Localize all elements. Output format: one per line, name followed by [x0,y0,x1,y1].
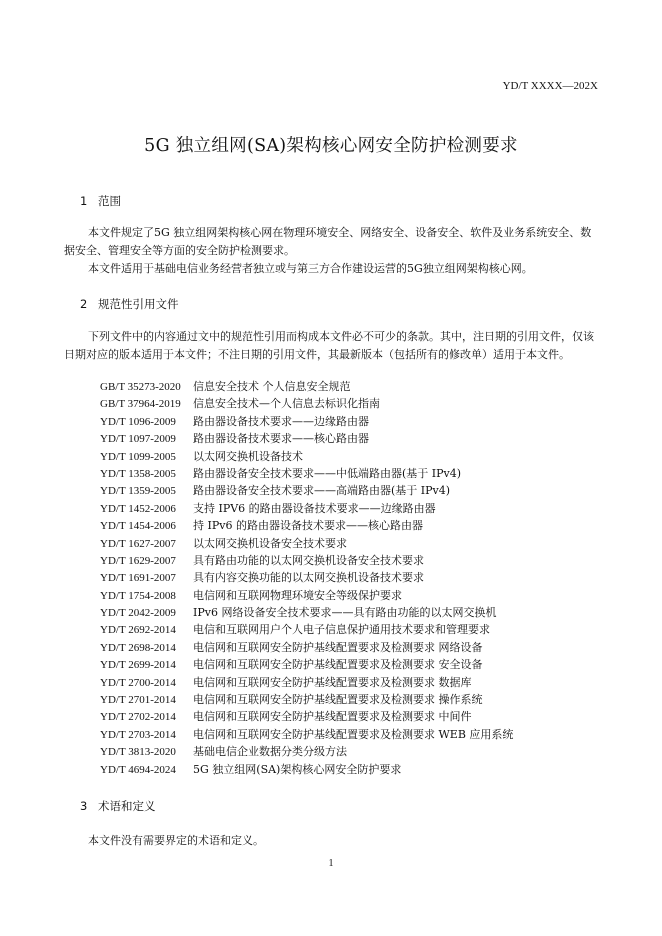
terms-paragraph: 本文件没有需要界定的术语和定义。 [88,834,264,847]
reference-code: YD/T 3813-2020 [100,746,176,759]
reference-code: YD/T 2699-2014 [100,659,176,672]
reference-code: YD/T 1358-2005 [100,467,176,480]
reference-code: YD/T 1629-2007 [100,554,176,567]
section-3-heading [80,798,156,814]
section-3-title: 术语和定义 [98,799,156,813]
reference-item [100,395,513,412]
reference-title: 具有内容交换功能的以太网交换机设备技术要求 [193,571,424,585]
reference-item [100,656,513,673]
reference-item [100,413,513,430]
section-2-title: 规范性引用文件 [98,297,179,311]
reference-code: YD/T 2700-2014 [100,676,176,689]
reference-code: YD/T 4694-2024 [100,763,176,776]
section-1-title: 范围 [98,194,121,208]
reference-title: 基础电信企业数据分类分级方法 [193,745,347,759]
reference-code: YD/T 1454-2006 [100,520,176,533]
reference-code: YD/T 2701-2014 [100,694,176,707]
reference-item [100,587,513,604]
reference-item [100,448,513,465]
reference-item [100,604,513,621]
reference-code: GB/T 35273-2020 [100,381,181,393]
section-2-heading [80,296,179,312]
reference-code: YD/T 1096-2009 [100,415,176,428]
reference-item [100,621,513,638]
normative-refs-intro [64,328,600,364]
reference-title: 电信和互联网用户个人电子信息保护通用技术要求和管理要求 [193,623,490,637]
reference-item [100,430,513,447]
reference-code: YD/T 1359-2005 [100,485,176,498]
section-2-number: 2 [80,297,88,311]
reference-item [100,639,513,656]
normative-refs-intro-text: 下列文件中的内容通过文中的规范性引用而构成本文件必不可少的条款。其中，注日期的引用文件，仅该日期对应的版本适用于本文件；不注日期的引用文件，其最新版本（包括所有的修改单）适用于本文件。 [64,330,594,361]
reference-title: 信息安全技术 个人信息安全规范 [193,380,351,393]
page-number: 1 [328,858,334,869]
reference-code: YD/T 1452-2006 [100,502,176,515]
reference-title: 电信网和互联网安全防护基线配置要求及检测要求 数据库 [193,675,472,689]
reference-title: 5G 独立组网(SA)架构核心网安全防护要求 [193,762,402,776]
scope-body [64,224,600,278]
reference-code: YD/T 2042-2009 [100,607,176,620]
terms-body [64,832,600,850]
reference-title: 电信网和互联网安全防护基线配置要求及检测要求 操作系统 [193,693,483,707]
section-1-heading [80,193,121,209]
reference-code: GB/T 37964-2019 [100,398,181,411]
reference-item [100,378,513,395]
reference-title: 电信网和互联网安全防护基线配置要求及检测要求 网络设备 [193,640,483,654]
reference-title: 路由器设备安全技术要求——高端路由器(基于 IPv4) [193,484,451,498]
reference-item [100,708,513,725]
scope-paragraph-1: 本文件规定了5G 独立组网架构核心网在物理环境安全、网络安全、设备安全、软件及业务系统安全、数据安全、管理安全等方面的安全防护检测要求。 [64,226,592,257]
reference-item [100,500,513,517]
reference-title: 以太网交换机设备技术 [193,449,303,463]
reference-code: YD/T 1097-2009 [100,433,176,446]
reference-code: YD/T 1691-2007 [100,572,176,585]
reference-code: YD/T 2702-2014 [100,711,176,724]
reference-title: 路由器设备技术要求——边缘路由器 [193,414,369,428]
reference-item [100,552,513,569]
reference-title: 电信网和互联网安全防护基线配置要求及检测要求 WEB 应用系统 [193,727,514,741]
reference-code: YD/T 2692-2014 [100,624,176,637]
reference-item [100,674,513,691]
reference-item [100,535,513,552]
reference-item [100,569,513,586]
reference-code: YD/T 1099-2005 [100,450,176,463]
reference-item [100,482,513,499]
reference-list [100,378,513,778]
reference-title: IPv6 网络设备安全技术要求——具有路由功能的以太网交换机 [193,606,497,620]
reference-item [100,465,513,482]
reference-title: 支持 IPV6 的路由器设备技术要求——边缘路由器 [193,501,436,515]
reference-title: 路由器设备技术要求——核心路由器 [193,432,369,446]
section-1-number: 1 [80,194,88,208]
reference-item [100,691,513,708]
reference-item [100,761,513,778]
reference-title: 电信网和互联网安全防护基线配置要求及检测要求 安全设备 [193,658,483,672]
reference-title: 电信网和互联网安全防护基线配置要求及检测要求 中间件 [193,710,472,724]
reference-item [100,726,513,743]
reference-title: 以太网交换机设备安全技术要求 [193,536,347,550]
section-3-number: 3 [80,799,88,813]
reference-title: 持 IPv6 的路由器设备技术要求——核心路由器 [193,519,423,533]
document-title: 5G 独立组网(SA)架构核心网安全防护检测要求 [144,136,518,156]
reference-item [100,743,513,760]
reference-item [100,517,513,534]
scope-paragraph-2: 本文件适用于基础电信业务经营者独立或与第三方合作建设运营的5G独立组网架构核心网。 [88,262,533,275]
reference-code: YD/T 2698-2014 [100,641,176,654]
reference-code: YD/T 2703-2014 [100,728,176,741]
reference-code: YD/T 1754-2008 [100,589,176,602]
document-code: YD/T XXXX—202X [502,80,598,92]
reference-title: 电信网和互联网物理环境安全等级保护要求 [193,588,402,602]
reference-title: 路由器设备安全技术要求——中低端路由器(基于 IPv4) [193,466,462,480]
reference-title: 具有路由功能的以太网交换机设备安全技术要求 [193,553,424,567]
reference-code: YD/T 1627-2007 [100,537,176,550]
reference-title: 信息安全技术—个人信息去标识化指南 [193,397,380,411]
